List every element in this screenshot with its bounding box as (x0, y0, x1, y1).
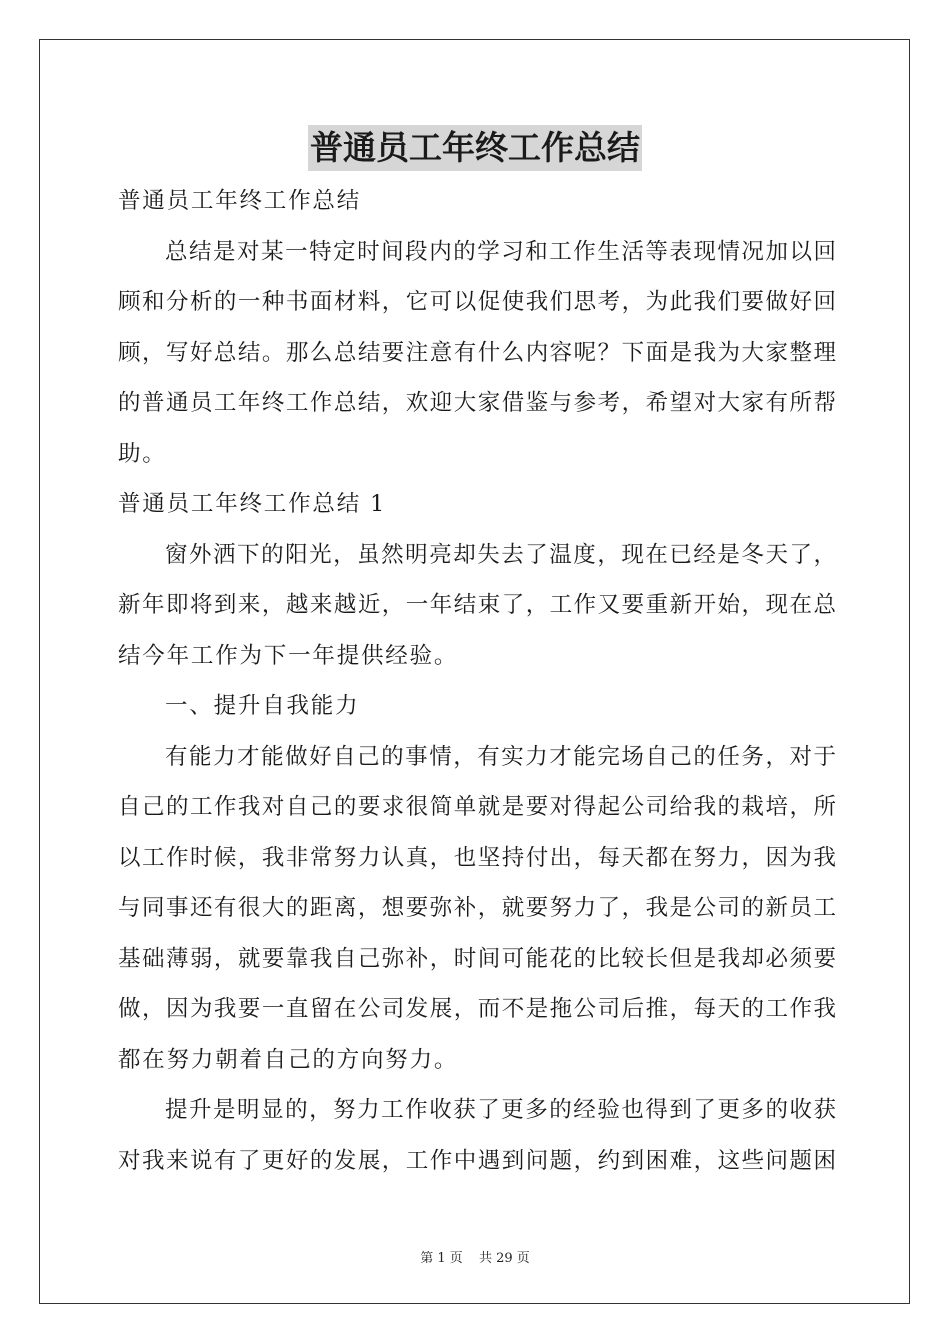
page-footer (0, 1247, 950, 1266)
document-body (118, 176, 836, 1186)
paragraph-line: 顾，写好总结。那么总结要注意有什么内容呢？下面是我为大家整理 (118, 339, 836, 366)
section-heading: 普通员工年终工作总结 1 (118, 491, 387, 517)
paragraph-line: 基础薄弱，就要靠我自己弥补，时间可能花的比较长但是我却必须要 (118, 945, 836, 972)
paragraph-line: 都在努力朝着自己的方向努力。 (118, 1046, 459, 1073)
paragraph-line: 自己的工作我对自己的要求很简单就是要对得起公司给我的栽培，所 (118, 794, 836, 820)
paragraph-line: 与同事还有很大的距离，想要弥补，就要努力了，我是公司的新员工 (118, 895, 836, 921)
paragraph-line: 总结是对某一特定时间段内的学习和工作生活等表现情况加以回 (165, 238, 836, 265)
paragraph-line: 助。 (118, 440, 167, 467)
paragraph-line: 有能力才能做好自己的事情，有实力才能完场自己的任务，对于 (165, 743, 836, 770)
page-total: 共 29 页 (478, 1251, 530, 1266)
paragraph-line: 结今年工作为下一年提供经验。 (118, 642, 459, 669)
paragraph-line: 做，因为我要一直留在公司发展，而不是拖公司后推，每天的工作我 (118, 996, 836, 1022)
title-container (0, 125, 950, 171)
paragraph-line: 提升是明显的，努力工作收获了更多的经验也得到了更多的收获 (165, 1097, 836, 1123)
page-number: 第 1 页 (420, 1251, 463, 1266)
document-title: 普通员工年终工作总结 (308, 125, 642, 171)
paragraph-line: 窗外洒下的阳光，虽然明亮却失去了温度，现在已经是冬天了， (165, 541, 836, 568)
paragraph-line: 新年即将到来，越来越近，一年结束了，工作又要重新开始，现在总 (118, 592, 836, 618)
subsection-heading: 一、提升自我能力 (165, 693, 360, 719)
paragraph-line: 对我来说有了更好的发展，工作中遇到问题，约到困难，这些问题困 (118, 1147, 836, 1174)
paragraph-line: 以工作时候，我非常努力认真，也坚持付出，每天都在努力，因为我 (118, 844, 836, 871)
subtitle-line: 普通员工年终工作总结 (118, 188, 362, 214)
paragraph-line: 顾和分析的一种书面材料，它可以促使我们思考，为此我们要做好回 (118, 289, 836, 315)
paragraph-line: 的普通员工年终工作总结，欢迎大家借鉴与参考，希望对大家有所帮 (118, 390, 836, 416)
